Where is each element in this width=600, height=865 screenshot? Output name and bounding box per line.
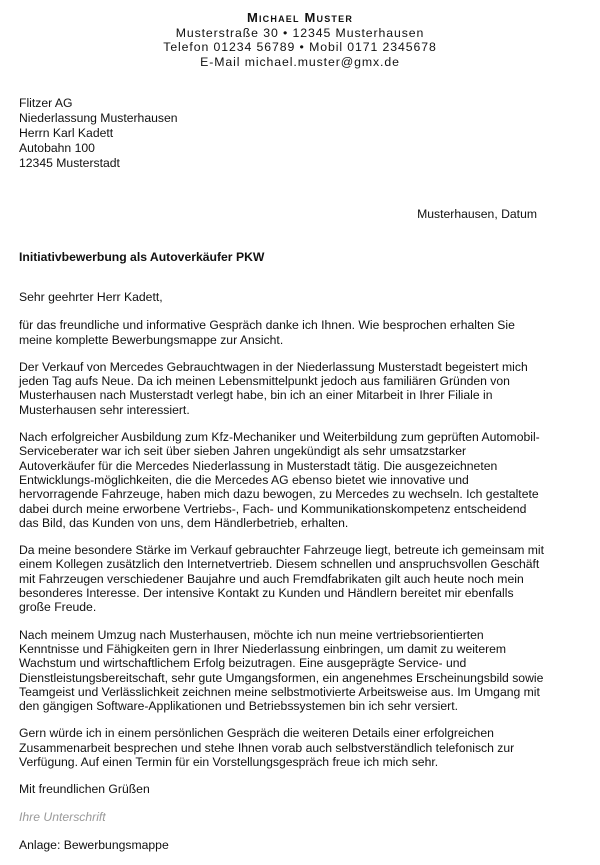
enclosure: Anlage: Bewerbungsmappe — [19, 837, 169, 852]
salutation: Sehr geehrter Herr Kadett, — [19, 290, 163, 304]
body-paragraph: Gern würde ich in einem persönlichen Gespräch die weiteren Details einer erfolgreichen Zusammenarbeit besprechen und stehe Ihnen vorab auch selbstverständlich telefonisch zur Verfügung. Auf einen Termin für ein Vorstellungsgespräch freue ich mich sehr. — [19, 726, 515, 770]
body-paragraph: Nach erfolgreicher Ausbildung zum Kfz-Mechaniker und Weiterbildung zum geprüften Automobil-Serviceberater war ich seit über sieben Jahren ungekündigt als sehr umsatzstarker Autoverkäufer für die Mercedes Niederlassung in Musterstadt tätig. Die ausgezeichneten Entwicklungs-möglichkeiten, die die Mercedes AG ebenso bietet wie innovative und hervorragende Fahrzeuge, haben mich dazu bewogen, zu Mercedes zu wechseln. Ich gestaltete dabei durch meine erworbene Vertriebs-, Fach- und Kommunikationskompetenz entscheidend das Bild, das Kunden von uns, dem Händlerbetrieb, erhalten. — [19, 430, 540, 530]
recipient-city: 12345 Musterstadt — [19, 156, 120, 170]
recipient-address — [19, 96, 178, 171]
recipient-contact: Herrn Karl Kadett — [19, 126, 114, 140]
closing: Mit freundlichen Grüßen — [19, 782, 150, 797]
subject-line: Initiativbewerbung als Autoverkäufer PKW — [19, 250, 265, 264]
place-date: Musterhausen, Datum — [417, 207, 537, 221]
body-paragraph: Nach meinem Umzug nach Musterhausen, möchte ich nun meine vertriebsorientierten Kenntnisse und Fähigkeiten gern in Ihrer Niederlassung einbringen, um damit zu weiterem Wachstum und wirtschaftlichem Erfolg beizutragen. Eine ausgeprägte Service- und Dienstleistungsbereitschaft, sehr gute Umgangsformen, ein angenehmes Erscheinungsbild sowie Teamgeist und Verlässlichkeit zeichnen meine selbstmotivierte Arbeitsweise aus. Im Umgang mit den gängigen Software-Applikationen und Betriebssystemen bin ich sehr versiert. — [19, 627, 544, 714]
sender-name: Michael Muster — [246, 10, 354, 25]
recipient-street: Autobahn 100 — [19, 141, 95, 155]
sender-email: E-Mail michael.muster@gmx.de — [200, 54, 400, 69]
recipient-branch: Niederlassung Musterhausen — [19, 111, 178, 125]
body-paragraph: Der Verkauf von Mercedes Gebrauchtwagen in der Niederlassung Musterstadt begeistert mich jeden Tag aufs Neue. Da ich meinen Lebensmittelpunkt jedoch aus familiären Gründen von Musterhausen nach Musterstadt verlegt habe, bin ich an einer Mitarbeit in Ihrer Filiale in Musterhausen sehr interessiert. — [19, 359, 528, 417]
sender-address: Musterstraße 30 • 12345 Musterhausen — [175, 25, 425, 40]
body-paragraph: Da meine besondere Stärke im Verkauf gebrauchter Fahrzeuge liegt, betreute ich gemeinsam mit einem Kollegen zusätzlich den Internetvertrieb. Diesem schnellen und anspruchsvollen Geschäft mit Fahrzeugen verschiedener Baujahre und auch Fremdfabrikaten gilt auch heute noch mein besonderes Interesse. Der intensive Kontakt zu Kunden und Händlern bereitet mir ebenfalls große Freude. — [19, 543, 545, 615]
body-paragraph: für das freundliche und informative Gespräch danke ich Ihnen. Wie besprochen erhalten Sie meine komplette Bewerbungsmappe zur Ansicht. — [19, 318, 515, 347]
letterhead — [0, 11, 600, 69]
recipient-company: Flitzer AG — [19, 96, 73, 110]
signature-placeholder: Ihre Unterschrift — [19, 809, 106, 824]
sender-phone: Telefon 01234 56789 • Mobil 0171 2345678 — [163, 40, 437, 54]
letter-body — [19, 290, 544, 865]
